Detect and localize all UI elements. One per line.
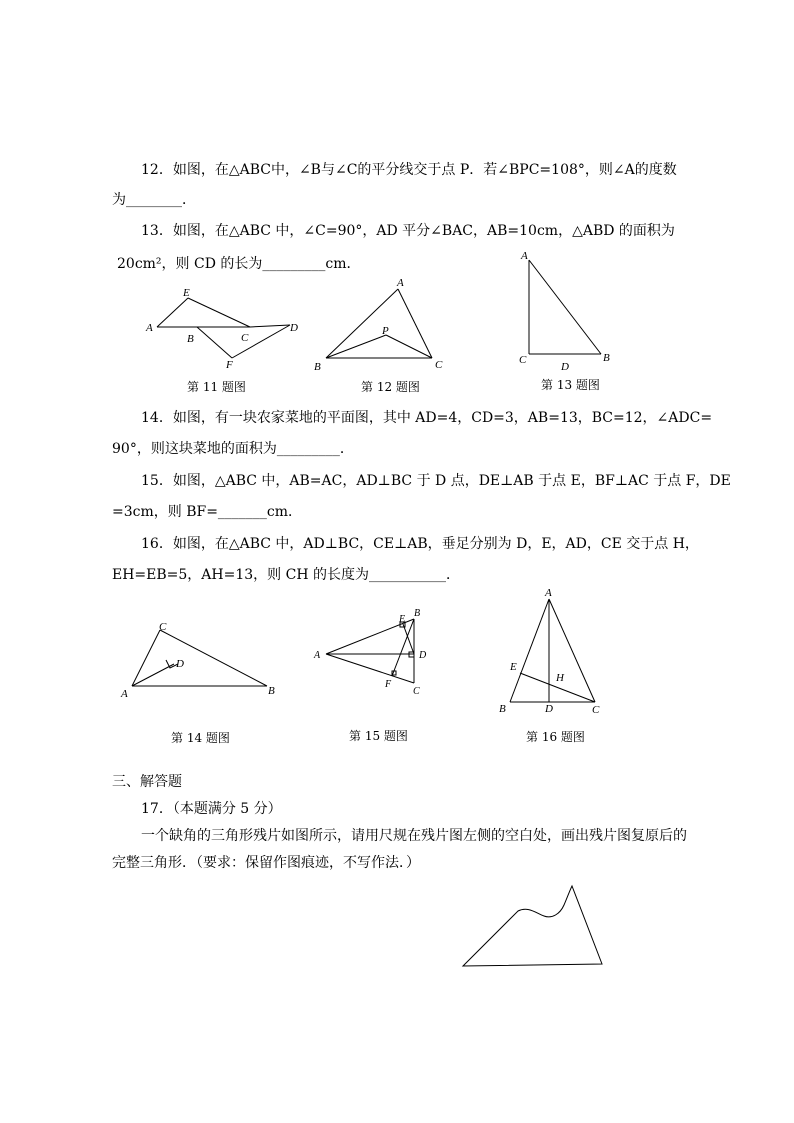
fig15-label-A: A [314,650,321,661]
fig11-label-F: F [226,359,233,371]
section-heading: 三、解答题 [112,774,182,790]
fig14-label-B: B [268,685,275,697]
fig11-label-B: B [187,333,194,345]
fig16-label-E: E [510,661,517,673]
figure-12-lines [326,289,432,358]
figure-17-fragment [463,886,602,966]
caption-fig15: 第 15 题图 [349,729,408,743]
q14-line1: 14．如图，有一块农家菜地的平面图，其中 AD=4，CD=3，AB=13，BC=12，∠ADC= [141,410,713,426]
q13-line1: 13．如图，在△ABC 中，∠C=90°，AD 平分∠BAC，AB=10cm，△ABD 的面积为 [141,223,675,239]
fig11-label-C: C [241,332,249,344]
q15-line2: =3cm，则 BF=_______cm． [112,504,303,520]
fig13-label-B: B [603,352,610,364]
figure-16-lines [510,599,595,702]
figure-13-lines [529,260,601,354]
q17-line1: 一个缺角的三角形残片如图所示，请用尺规在残片图左侧的空白处，画出残片图复原后的 [141,828,687,844]
q12-line2: 为________． [112,192,196,208]
q16-line2: EH=EB=5，AH=13，则 CH 的长度为___________． [112,567,460,583]
q17-title: 17．（本题满分 5 分） [141,801,282,817]
q12-line1: 12．如图，在△ABC中，∠B与∠C的平分线交于点 P．若∠BPC=108°，则∠A的度数 [141,162,677,178]
fig15-label-C: C [413,686,420,697]
fig14-label-C: C [159,621,167,633]
fig16-label-A: A [545,587,552,599]
fig15-label-E: E [399,614,406,625]
fig16-label-D: D [545,703,553,715]
fig15-label-F: F [385,679,392,690]
q13-line2: 20cm²，则 CD 的长为_________cm． [117,256,361,272]
caption-fig14: 第 14 题图 [171,731,230,745]
caption-fig16: 第 16 题图 [526,730,585,744]
caption-fig13: 第 13 题图 [541,378,600,392]
fig15-label-B: B [414,608,421,619]
q17-line2: 完整三角形．（要求：保留作图痕迹，不写作法．） [112,855,420,871]
fig11-label-E: E [183,287,190,299]
fig14-label-A: A [121,688,128,700]
fig14-label-D: D [176,658,184,670]
figure-14-lines [132,630,267,686]
fig13-label-A: A [521,250,528,262]
fig12-label-P: P [382,325,389,337]
q16-line1: 16．如图，在△ABC 中，AD⊥BC，CE⊥AB，垂足分别为 D，E，AD，CE 交于点 H， [141,536,699,552]
fig16-label-B: B [499,703,506,715]
fig15-label-D: D [419,650,427,661]
figure-11-lines [157,298,290,358]
fig12-label-C: C [435,359,443,371]
figure-15-lines [326,619,414,683]
fig13-label-C: C [519,354,527,366]
q14-line2: 90°，则这块菜地的面积为_________． [112,441,354,457]
q15-line1: 15．如图，△ABC 中，AB=AC，AD⊥BC 于 D 点，DE⊥AB 于点 E，BF⊥AC 于点 F，DE [141,473,731,489]
caption-fig11: 第 11 题图 [187,380,246,394]
fig16-label-H: H [556,672,564,684]
fig12-label-B: B [314,361,321,373]
fig16-label-C: C [592,704,600,716]
fig13-label-D: D [561,361,569,373]
fig11-label-D: D [290,322,298,334]
caption-fig12: 第 12 题图 [361,380,420,394]
fig11-label-A: A [146,322,153,334]
fig12-label-A: A [397,277,404,289]
